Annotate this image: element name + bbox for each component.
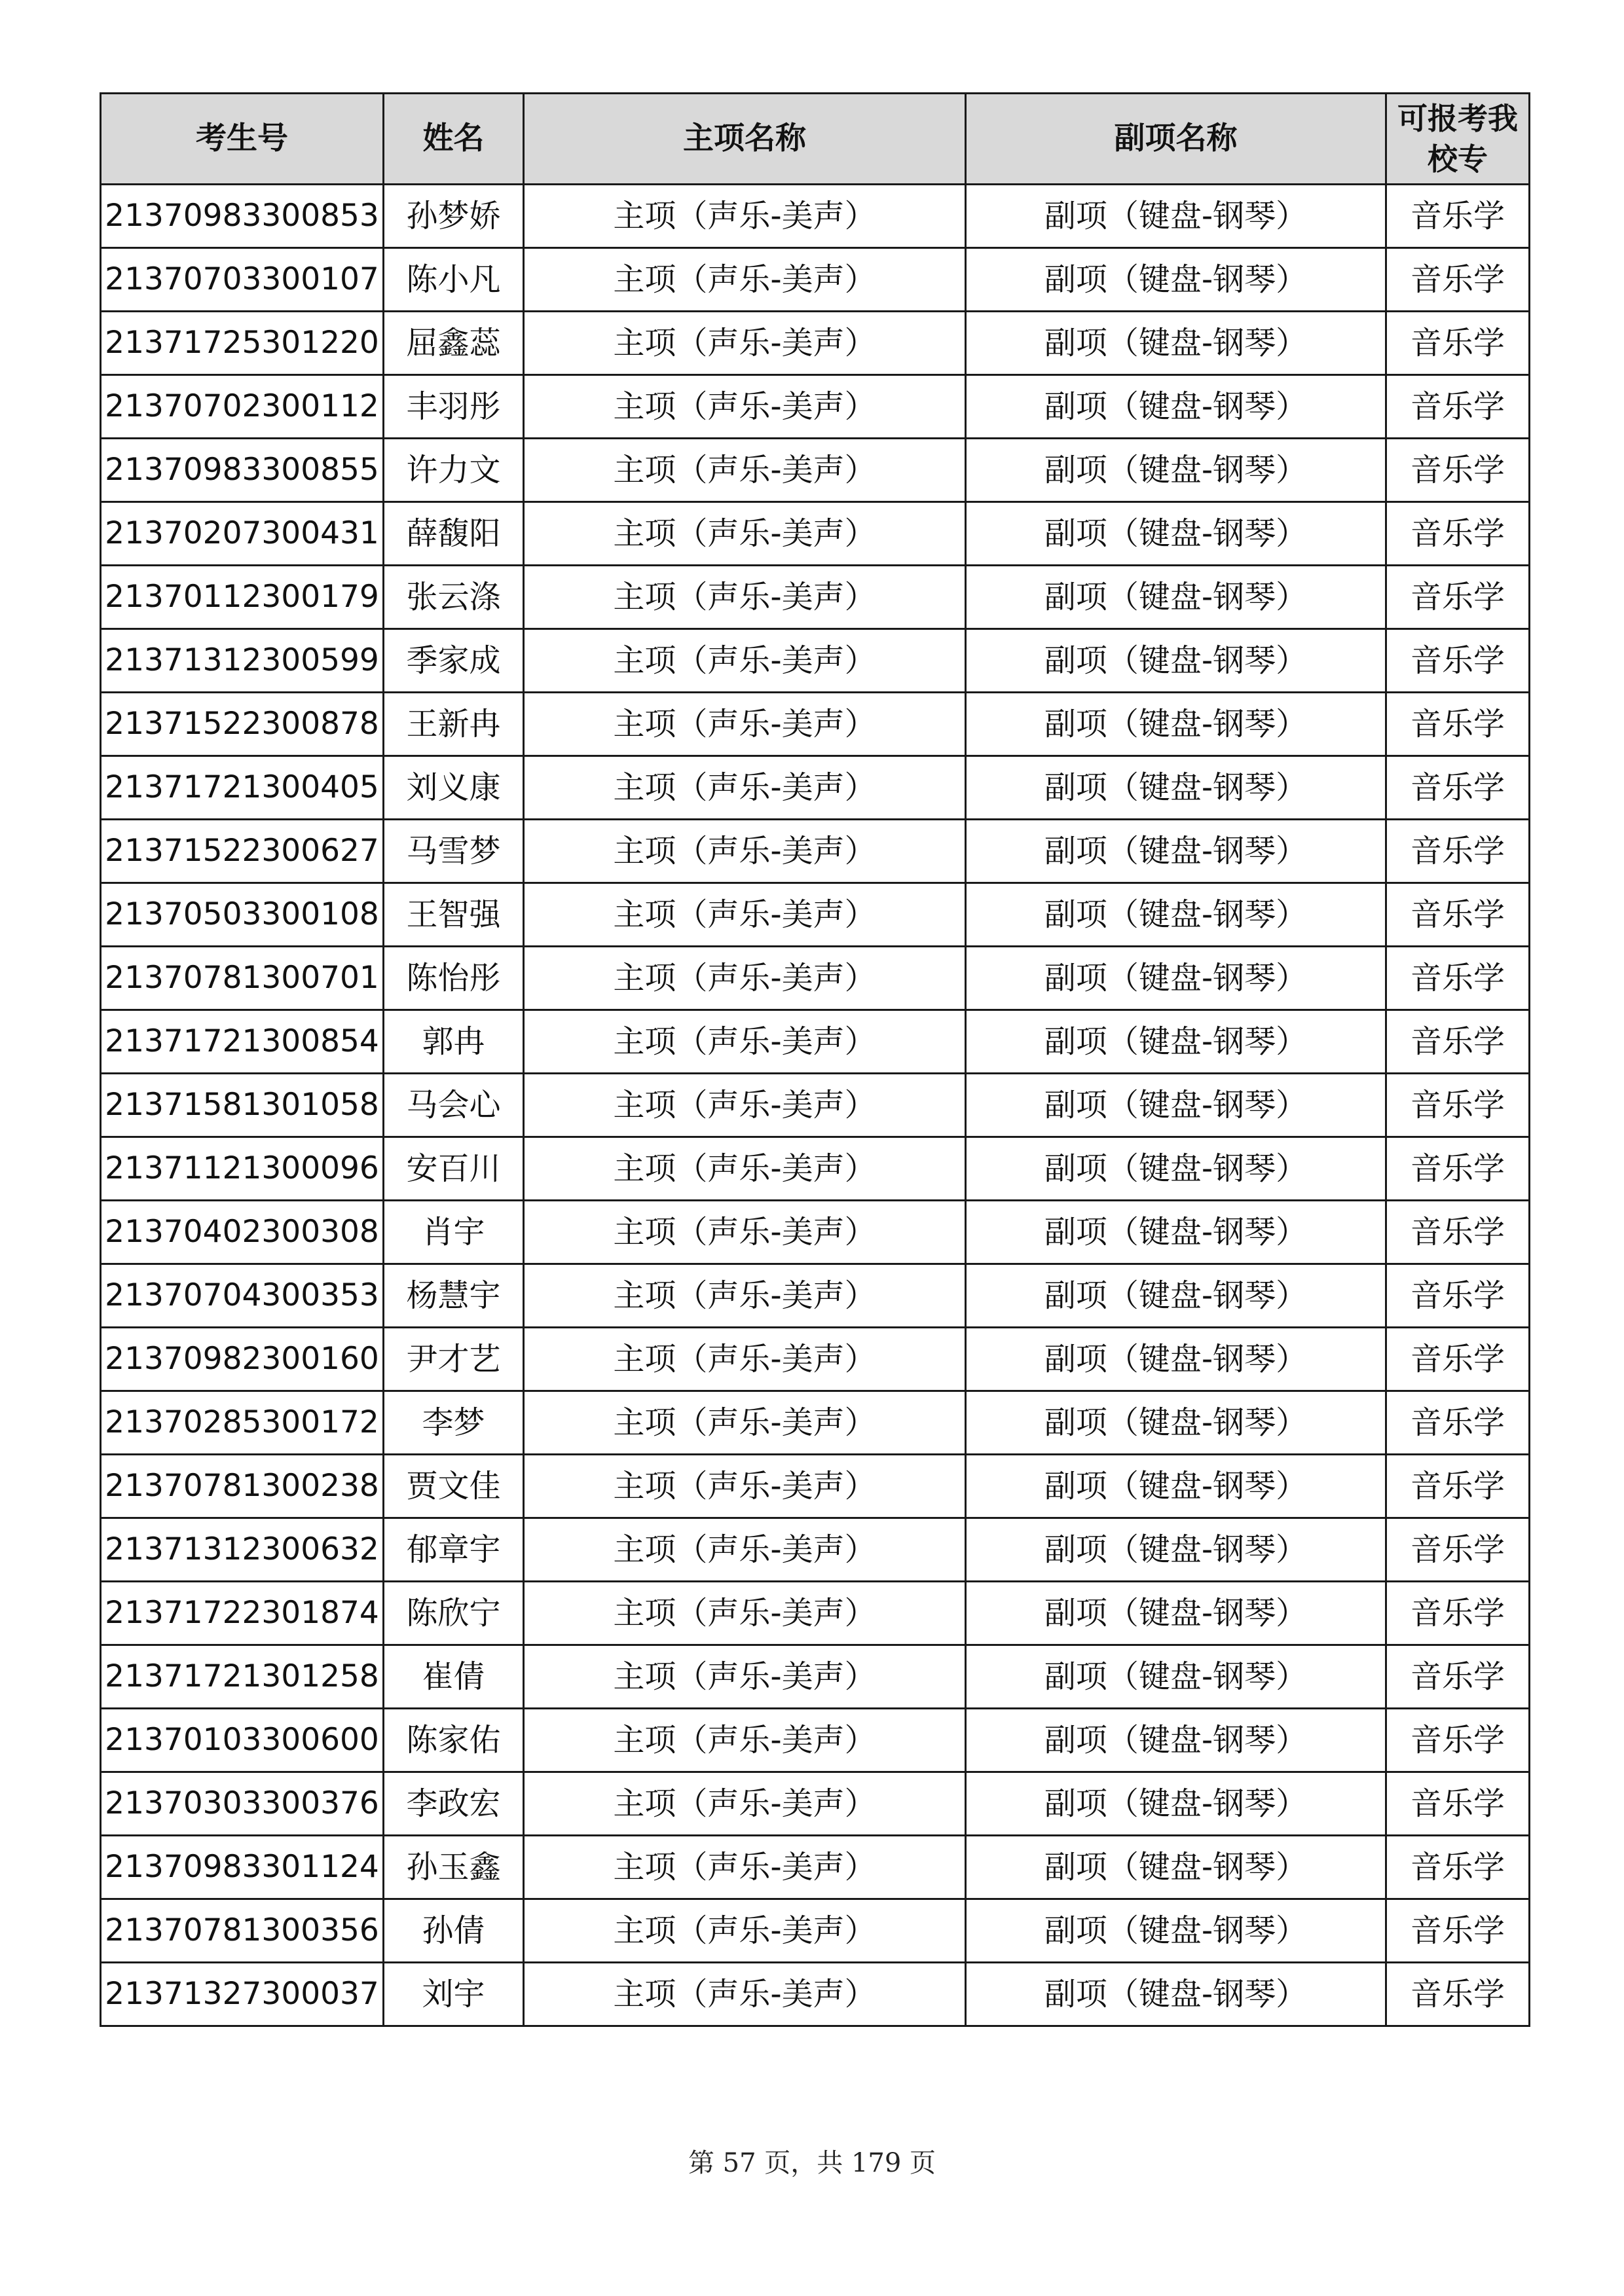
name-cell: 陈欣宁	[384, 1582, 524, 1645]
name-cell: 肖宇	[384, 1201, 524, 1264]
minor-item-cell: 副项（键盘-钢琴）	[966, 756, 1386, 820]
candidate-id-cell: 21371581301058	[101, 1074, 384, 1137]
major-item-cell: 主项（声乐-美声）	[524, 1328, 966, 1391]
minor-item-cell: 副项（键盘-钢琴）	[966, 1582, 1386, 1645]
table-row	[101, 1582, 1530, 1645]
name-cell: 崔倩	[384, 1645, 524, 1709]
major-item-cell: 主项（声乐-美声）	[524, 1010, 966, 1074]
minor-item-cell: 副项（键盘-钢琴）	[966, 947, 1386, 1010]
eligible-major-cell: 音乐学	[1386, 693, 1530, 756]
minor-item-cell: 副项（键盘-钢琴）	[966, 1899, 1386, 1963]
candidate-id-cell: 21371312300632	[101, 1518, 384, 1582]
major-item-cell: 主项（声乐-美声）	[524, 566, 966, 629]
name-cell: 王智强	[384, 883, 524, 947]
minor-item-cell: 副项（键盘-钢琴）	[966, 1391, 1386, 1455]
name-cell: 杨慧宇	[384, 1264, 524, 1328]
table-row	[101, 502, 1530, 566]
name-cell: 郭冉	[384, 1010, 524, 1074]
major-item-cell: 主项（声乐-美声）	[524, 1772, 966, 1836]
candidate-id-cell: 21371312300599	[101, 629, 384, 693]
minor-item-cell: 副项（键盘-钢琴）	[966, 566, 1386, 629]
page-footer: 第 57 页，共 179 页	[688, 2148, 936, 2178]
major-item-cell: 主项（声乐-美声）	[524, 248, 966, 312]
name-cell: 薛馥阳	[384, 502, 524, 566]
major-item-cell: 主项（声乐-美声）	[524, 1201, 966, 1264]
eligible-major-cell: 音乐学	[1386, 947, 1530, 1010]
name-cell: 陈家佑	[384, 1709, 524, 1772]
minor-item-cell: 副项（键盘-钢琴）	[966, 312, 1386, 375]
eligible-major-cell: 音乐学	[1386, 248, 1530, 312]
candidate-id-cell: 21371522300627	[101, 820, 384, 883]
eligible-major-cell: 音乐学	[1386, 1645, 1530, 1709]
minor-item-cell: 副项（键盘-钢琴）	[966, 1772, 1386, 1836]
eligible-major-cell: 音乐学	[1386, 439, 1530, 502]
table-row	[101, 1836, 1530, 1899]
minor-item-cell: 副项（键盘-钢琴）	[966, 1455, 1386, 1518]
eligible-major-cell: 音乐学	[1386, 820, 1530, 883]
eligible-major-cell: 音乐学	[1386, 1709, 1530, 1772]
name-cell: 孙玉鑫	[384, 1836, 524, 1899]
major-item-cell: 主项（声乐-美声）	[524, 1645, 966, 1709]
major-item-cell: 主项（声乐-美声）	[524, 1455, 966, 1518]
major-item-cell: 主项（声乐-美声）	[524, 1074, 966, 1137]
candidate-id-cell: 21370303300376	[101, 1772, 384, 1836]
table-row	[101, 248, 1530, 312]
eligible-major-cell: 音乐学	[1386, 756, 1530, 820]
minor-item-cell: 副项（键盘-钢琴）	[966, 1836, 1386, 1899]
table-row	[101, 1963, 1530, 2026]
table-body	[101, 185, 1530, 2026]
table-row	[101, 693, 1530, 756]
name-cell: 刘宇	[384, 1963, 524, 2026]
eligible-major-cell: 音乐学	[1386, 1518, 1530, 1582]
candidate-id-cell: 21370983301124	[101, 1836, 384, 1899]
eligible-major-cell: 音乐学	[1386, 375, 1530, 439]
minor-item-cell: 副项（键盘-钢琴）	[966, 375, 1386, 439]
minor-item-cell: 副项（键盘-钢琴）	[966, 1709, 1386, 1772]
minor-item-cell: 副项（键盘-钢琴）	[966, 248, 1386, 312]
table-row	[101, 375, 1530, 439]
eligible-major-cell: 音乐学	[1386, 1963, 1530, 2026]
eligible-major-cell: 音乐学	[1386, 312, 1530, 375]
table-row	[101, 1137, 1530, 1201]
candidate-id-cell: 21370781300356	[101, 1899, 384, 1963]
major-item-cell: 主项（声乐-美声）	[524, 1836, 966, 1899]
minor-item-cell: 副项（键盘-钢琴）	[966, 1010, 1386, 1074]
major-item-cell: 主项（声乐-美声）	[524, 756, 966, 820]
minor-item-cell: 副项（键盘-钢琴）	[966, 820, 1386, 883]
eligible-major-cell: 音乐学	[1386, 1074, 1530, 1137]
minor-item-cell: 副项（键盘-钢琴）	[966, 629, 1386, 693]
candidate-id-cell: 21370285300172	[101, 1391, 384, 1455]
name-cell: 刘义康	[384, 756, 524, 820]
candidate-id-cell: 21370781300238	[101, 1455, 384, 1518]
eligible-major-cell: 音乐学	[1386, 185, 1530, 248]
candidate-table	[100, 92, 1530, 2027]
name-cell: 丰羽彤	[384, 375, 524, 439]
minor-item-cell: 副项（键盘-钢琴）	[966, 883, 1386, 947]
major-item-cell: 主项（声乐-美声）	[524, 375, 966, 439]
eligible-major-cell: 音乐学	[1386, 1391, 1530, 1455]
name-cell: 李政宏	[384, 1772, 524, 1836]
header-row	[101, 94, 1530, 185]
name-cell: 陈怡彤	[384, 947, 524, 1010]
major-item-cell: 主项（声乐-美声）	[524, 1582, 966, 1645]
candidate-id-cell: 21370702300112	[101, 375, 384, 439]
eligible-major-cell: 音乐学	[1386, 1201, 1530, 1264]
major-item-cell: 主项（声乐-美声）	[524, 1963, 966, 2026]
table-row	[101, 439, 1530, 502]
name-cell: 贾文佳	[384, 1455, 524, 1518]
eligible-major-cell: 音乐学	[1386, 1455, 1530, 1518]
candidate-id-cell: 21371722301874	[101, 1582, 384, 1645]
minor-item-cell: 副项（键盘-钢琴）	[966, 1518, 1386, 1582]
name-cell: 安百川	[384, 1137, 524, 1201]
major-item-cell: 主项（声乐-美声）	[524, 1709, 966, 1772]
table-row	[101, 947, 1530, 1010]
name-cell: 尹才艺	[384, 1328, 524, 1391]
table-row	[101, 1455, 1530, 1518]
minor-item-cell: 副项（键盘-钢琴）	[966, 1137, 1386, 1201]
minor-item-cell: 副项（键盘-钢琴）	[966, 1328, 1386, 1391]
header-major-item: 主项名称	[524, 94, 966, 185]
table-row	[101, 1328, 1530, 1391]
eligible-major-cell: 音乐学	[1386, 566, 1530, 629]
minor-item-cell: 副项（键盘-钢琴）	[966, 502, 1386, 566]
candidate-id-cell: 21370103300600	[101, 1709, 384, 1772]
table-row	[101, 1391, 1530, 1455]
name-cell: 郁章宇	[384, 1518, 524, 1582]
name-cell: 马雪梦	[384, 820, 524, 883]
major-item-cell: 主项（声乐-美声）	[524, 1899, 966, 1963]
eligible-major-cell: 音乐学	[1386, 1582, 1530, 1645]
table-row	[101, 1010, 1530, 1074]
major-item-cell: 主项（声乐-美声）	[524, 502, 966, 566]
minor-item-cell: 副项（键盘-钢琴）	[966, 1264, 1386, 1328]
major-item-cell: 主项（声乐-美声）	[524, 1518, 966, 1582]
eligible-major-cell: 音乐学	[1386, 1328, 1530, 1391]
table-header	[101, 94, 1530, 185]
name-cell: 季家成	[384, 629, 524, 693]
table-row	[101, 883, 1530, 947]
major-item-cell: 主项（声乐-美声）	[524, 1137, 966, 1201]
minor-item-cell: 副项（键盘-钢琴）	[966, 1963, 1386, 2026]
table-row	[101, 312, 1530, 375]
major-item-cell: 主项（声乐-美声）	[524, 312, 966, 375]
minor-item-cell: 副项（键盘-钢琴）	[966, 1074, 1386, 1137]
name-cell: 张云涤	[384, 566, 524, 629]
table-row	[101, 566, 1530, 629]
candidate-id-cell: 21371721301258	[101, 1645, 384, 1709]
table-row	[101, 1074, 1530, 1137]
eligible-major-cell: 音乐学	[1386, 1772, 1530, 1836]
minor-item-cell: 副项（键盘-钢琴）	[966, 1645, 1386, 1709]
table-row	[101, 185, 1530, 248]
candidate-id-cell: 21370983300855	[101, 439, 384, 502]
candidate-id-cell: 21371327300037	[101, 1963, 384, 2026]
eligible-major-cell: 音乐学	[1386, 1137, 1530, 1201]
table-row	[101, 1709, 1530, 1772]
candidate-id-cell: 21370503300108	[101, 883, 384, 947]
candidate-id-cell: 21371121300096	[101, 1137, 384, 1201]
name-cell: 李梦	[384, 1391, 524, 1455]
name-cell: 屈鑫蕊	[384, 312, 524, 375]
candidate-id-cell: 21370781300701	[101, 947, 384, 1010]
major-item-cell: 主项（声乐-美声）	[524, 883, 966, 947]
candidate-id-cell: 21370207300431	[101, 502, 384, 566]
candidate-id-cell: 21370703300107	[101, 248, 384, 312]
header-candidate-id: 考生号	[101, 94, 384, 185]
name-cell: 孙倩	[384, 1899, 524, 1963]
header-name: 姓名	[384, 94, 524, 185]
table-row	[101, 1264, 1530, 1328]
eligible-major-cell: 音乐学	[1386, 1264, 1530, 1328]
header-eligible-major: 可报考我校专	[1386, 94, 1530, 185]
candidate-id-cell: 21370704300353	[101, 1264, 384, 1328]
candidate-id-cell: 21371721300405	[101, 756, 384, 820]
major-item-cell: 主项（声乐-美声）	[524, 693, 966, 756]
table-row	[101, 1772, 1530, 1836]
major-item-cell: 主项（声乐-美声）	[524, 947, 966, 1010]
table-row	[101, 1201, 1530, 1264]
candidate-id-cell: 21370402300308	[101, 1201, 384, 1264]
name-cell: 马会心	[384, 1074, 524, 1137]
eligible-major-cell: 音乐学	[1386, 1899, 1530, 1963]
candidate-id-cell: 21370983300853	[101, 185, 384, 248]
table-row	[101, 820, 1530, 883]
eligible-major-cell: 音乐学	[1386, 502, 1530, 566]
candidate-id-cell: 21370112300179	[101, 566, 384, 629]
major-item-cell: 主项（声乐-美声）	[524, 820, 966, 883]
table-row	[101, 1899, 1530, 1963]
table-row	[101, 1645, 1530, 1709]
minor-item-cell: 副项（键盘-钢琴）	[966, 693, 1386, 756]
name-cell: 孙梦娇	[384, 185, 524, 248]
minor-item-cell: 副项（键盘-钢琴）	[966, 1201, 1386, 1264]
header-minor-item: 副项名称	[966, 94, 1386, 185]
major-item-cell: 主项（声乐-美声）	[524, 185, 966, 248]
minor-item-cell: 副项（键盘-钢琴）	[966, 439, 1386, 502]
major-item-cell: 主项（声乐-美声）	[524, 1264, 966, 1328]
major-item-cell: 主项（声乐-美声）	[524, 1391, 966, 1455]
eligible-major-cell: 音乐学	[1386, 883, 1530, 947]
name-cell: 许力文	[384, 439, 524, 502]
minor-item-cell: 副项（键盘-钢琴）	[966, 185, 1386, 248]
name-cell: 陈小凡	[384, 248, 524, 312]
table-row	[101, 1518, 1530, 1582]
table-row	[101, 629, 1530, 693]
candidate-id-cell: 21371721300854	[101, 1010, 384, 1074]
name-cell: 王新冉	[384, 693, 524, 756]
candidate-id-cell: 21371522300878	[101, 693, 384, 756]
eligible-major-cell: 音乐学	[1386, 1836, 1530, 1899]
eligible-major-cell: 音乐学	[1386, 1010, 1530, 1074]
table-row	[101, 756, 1530, 820]
major-item-cell: 主项（声乐-美声）	[524, 629, 966, 693]
major-item-cell: 主项（声乐-美声）	[524, 439, 966, 502]
candidate-id-cell: 21370982300160	[101, 1328, 384, 1391]
candidate-id-cell: 21371725301220	[101, 312, 384, 375]
eligible-major-cell: 音乐学	[1386, 629, 1530, 693]
